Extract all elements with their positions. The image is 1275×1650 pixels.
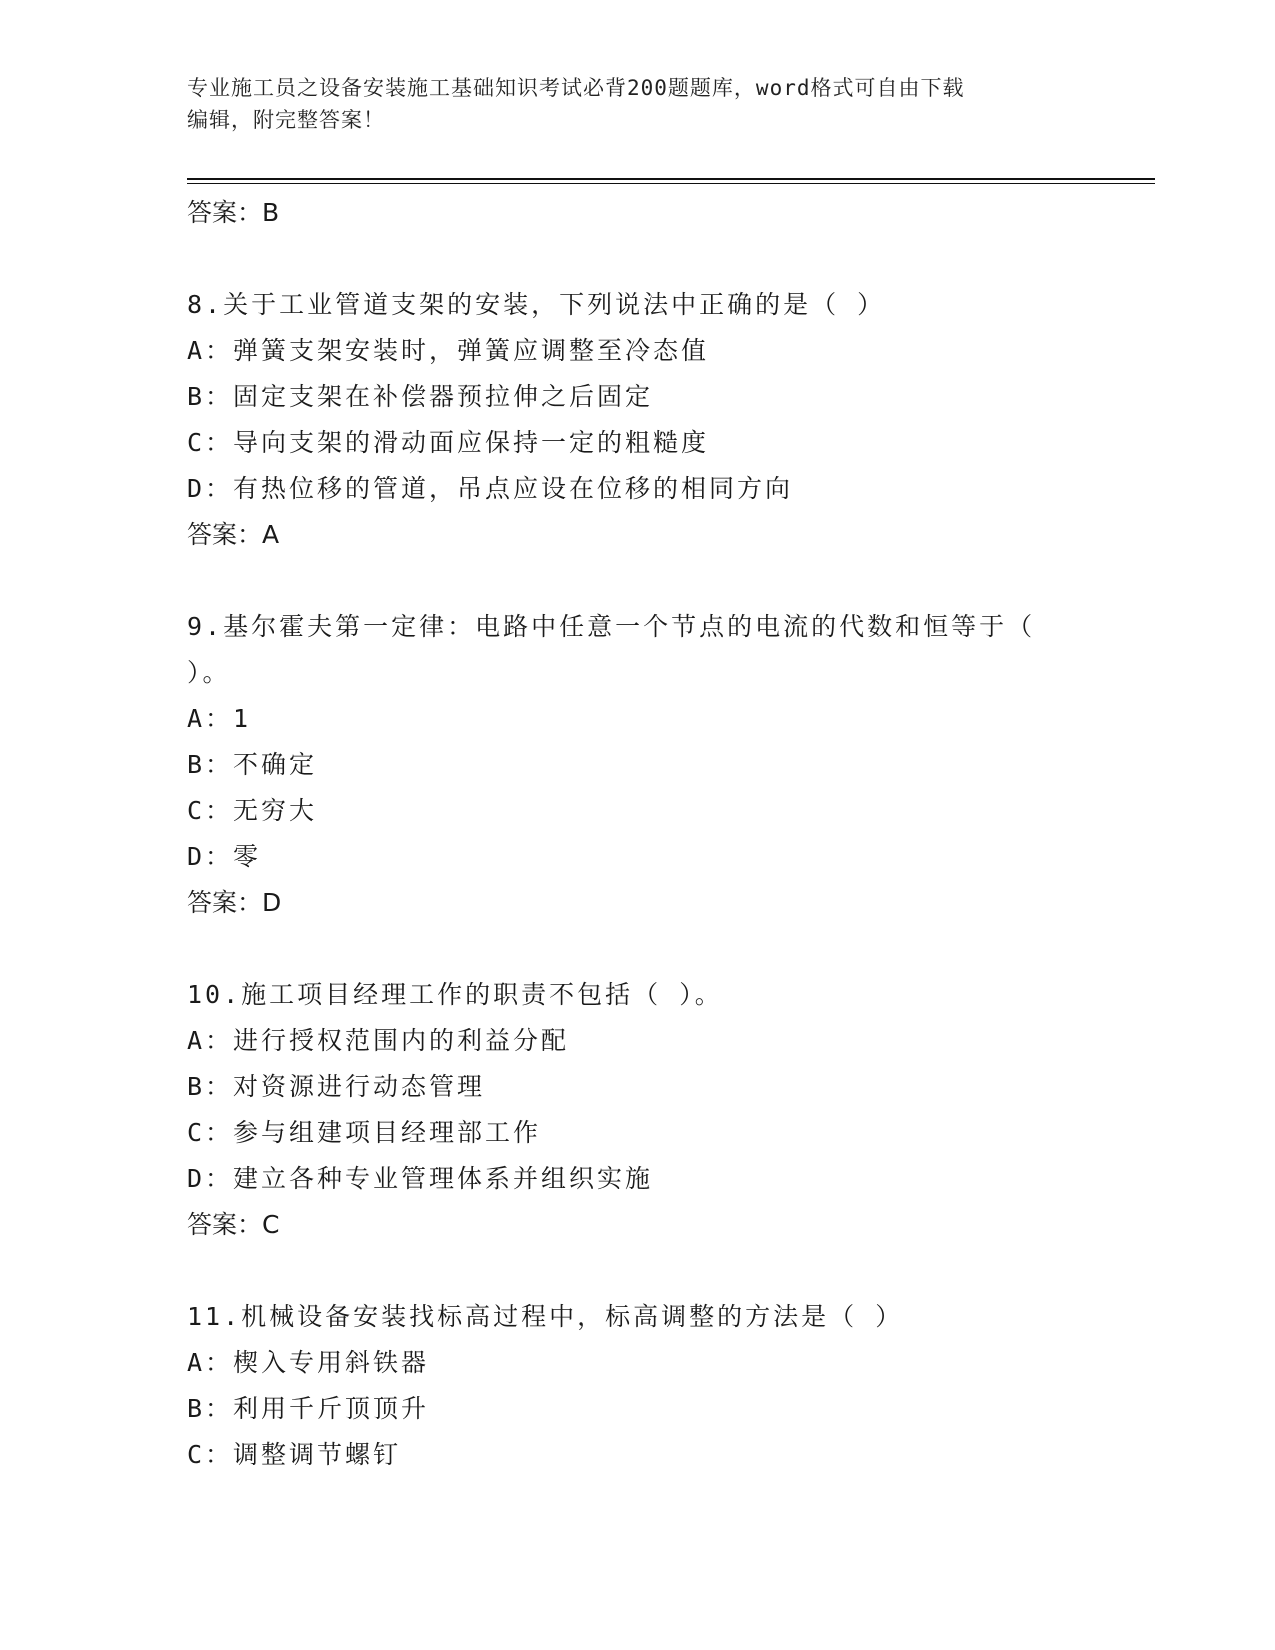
spacer: [187, 926, 1087, 972]
question-10-option-b: B：对资源进行动态管理: [187, 1072, 486, 1101]
document-content: [187, 190, 1087, 1478]
header-rule-thick: [187, 178, 1155, 180]
question-8-stem: 8.关于工业管道支架的安装，下列说法中正确的是（ ）: [187, 290, 886, 319]
question-11-option-c: C：调整调节螺钉: [187, 1440, 402, 1469]
spacer: [187, 558, 1087, 604]
header-title-line-2: 编辑，附完整答案！: [187, 108, 385, 132]
question-11-option-b: B：利用千斤顶顶升: [187, 1394, 430, 1423]
spacer: [187, 236, 1087, 282]
answer-q7: 答案：B: [187, 198, 280, 227]
question-10-option-a: A：进行授权范围内的利益分配: [187, 1026, 570, 1055]
header-title-line-1: 专业施工员之设备安装施工基础知识考试必背200题题库，word格式可自由下载: [187, 76, 965, 100]
question-11-option-a: A：楔入专用斜铁器: [187, 1348, 430, 1377]
question-10-stem: 10.施工项目经理工作的职责不包括（ ）。: [187, 980, 723, 1009]
question-9-stem-line-1: 9.基尔霍夫第一定律：电路中任意一个节点的电流的代数和恒等于（: [187, 612, 1036, 641]
question-10-option-d: D：建立各种专业管理体系并组织实施: [187, 1164, 654, 1193]
question-11: [187, 1294, 1087, 1478]
question-10-option-c: C：参与组建项目经理部工作: [187, 1118, 542, 1147]
question-9-option-b: B：不确定: [187, 750, 318, 779]
question-9-answer: 答案：D: [187, 888, 282, 917]
question-9-option-d: D：零: [187, 842, 262, 871]
question-10-answer: 答案：C: [187, 1210, 280, 1239]
question-9: [187, 604, 1087, 926]
question-9-stem-line-2: ）。: [187, 658, 231, 687]
question-11-stem: 11.机械设备安装找标高过程中，标高调整的方法是（ ）: [187, 1302, 904, 1331]
question-8-option-a: A：弹簧支架安装时，弹簧应调整至冷态值: [187, 336, 710, 365]
question-10: [187, 972, 1087, 1248]
document-header: [187, 72, 1067, 136]
question-8-option-d: D：有热位移的管道，吊点应设在位移的相同方向: [187, 474, 794, 503]
question-9-option-a: A：1: [187, 704, 252, 733]
question-8: [187, 282, 1087, 558]
question-9-option-c: C：无穷大: [187, 796, 318, 825]
header-rule-thin: [187, 183, 1155, 184]
question-8-option-b: B：固定支架在补偿器预拉伸之后固定: [187, 382, 654, 411]
question-8-option-c: C：导向支架的滑动面应保持一定的粗糙度: [187, 428, 710, 457]
question-8-answer: 答案：A: [187, 520, 280, 549]
spacer: [187, 1248, 1087, 1294]
